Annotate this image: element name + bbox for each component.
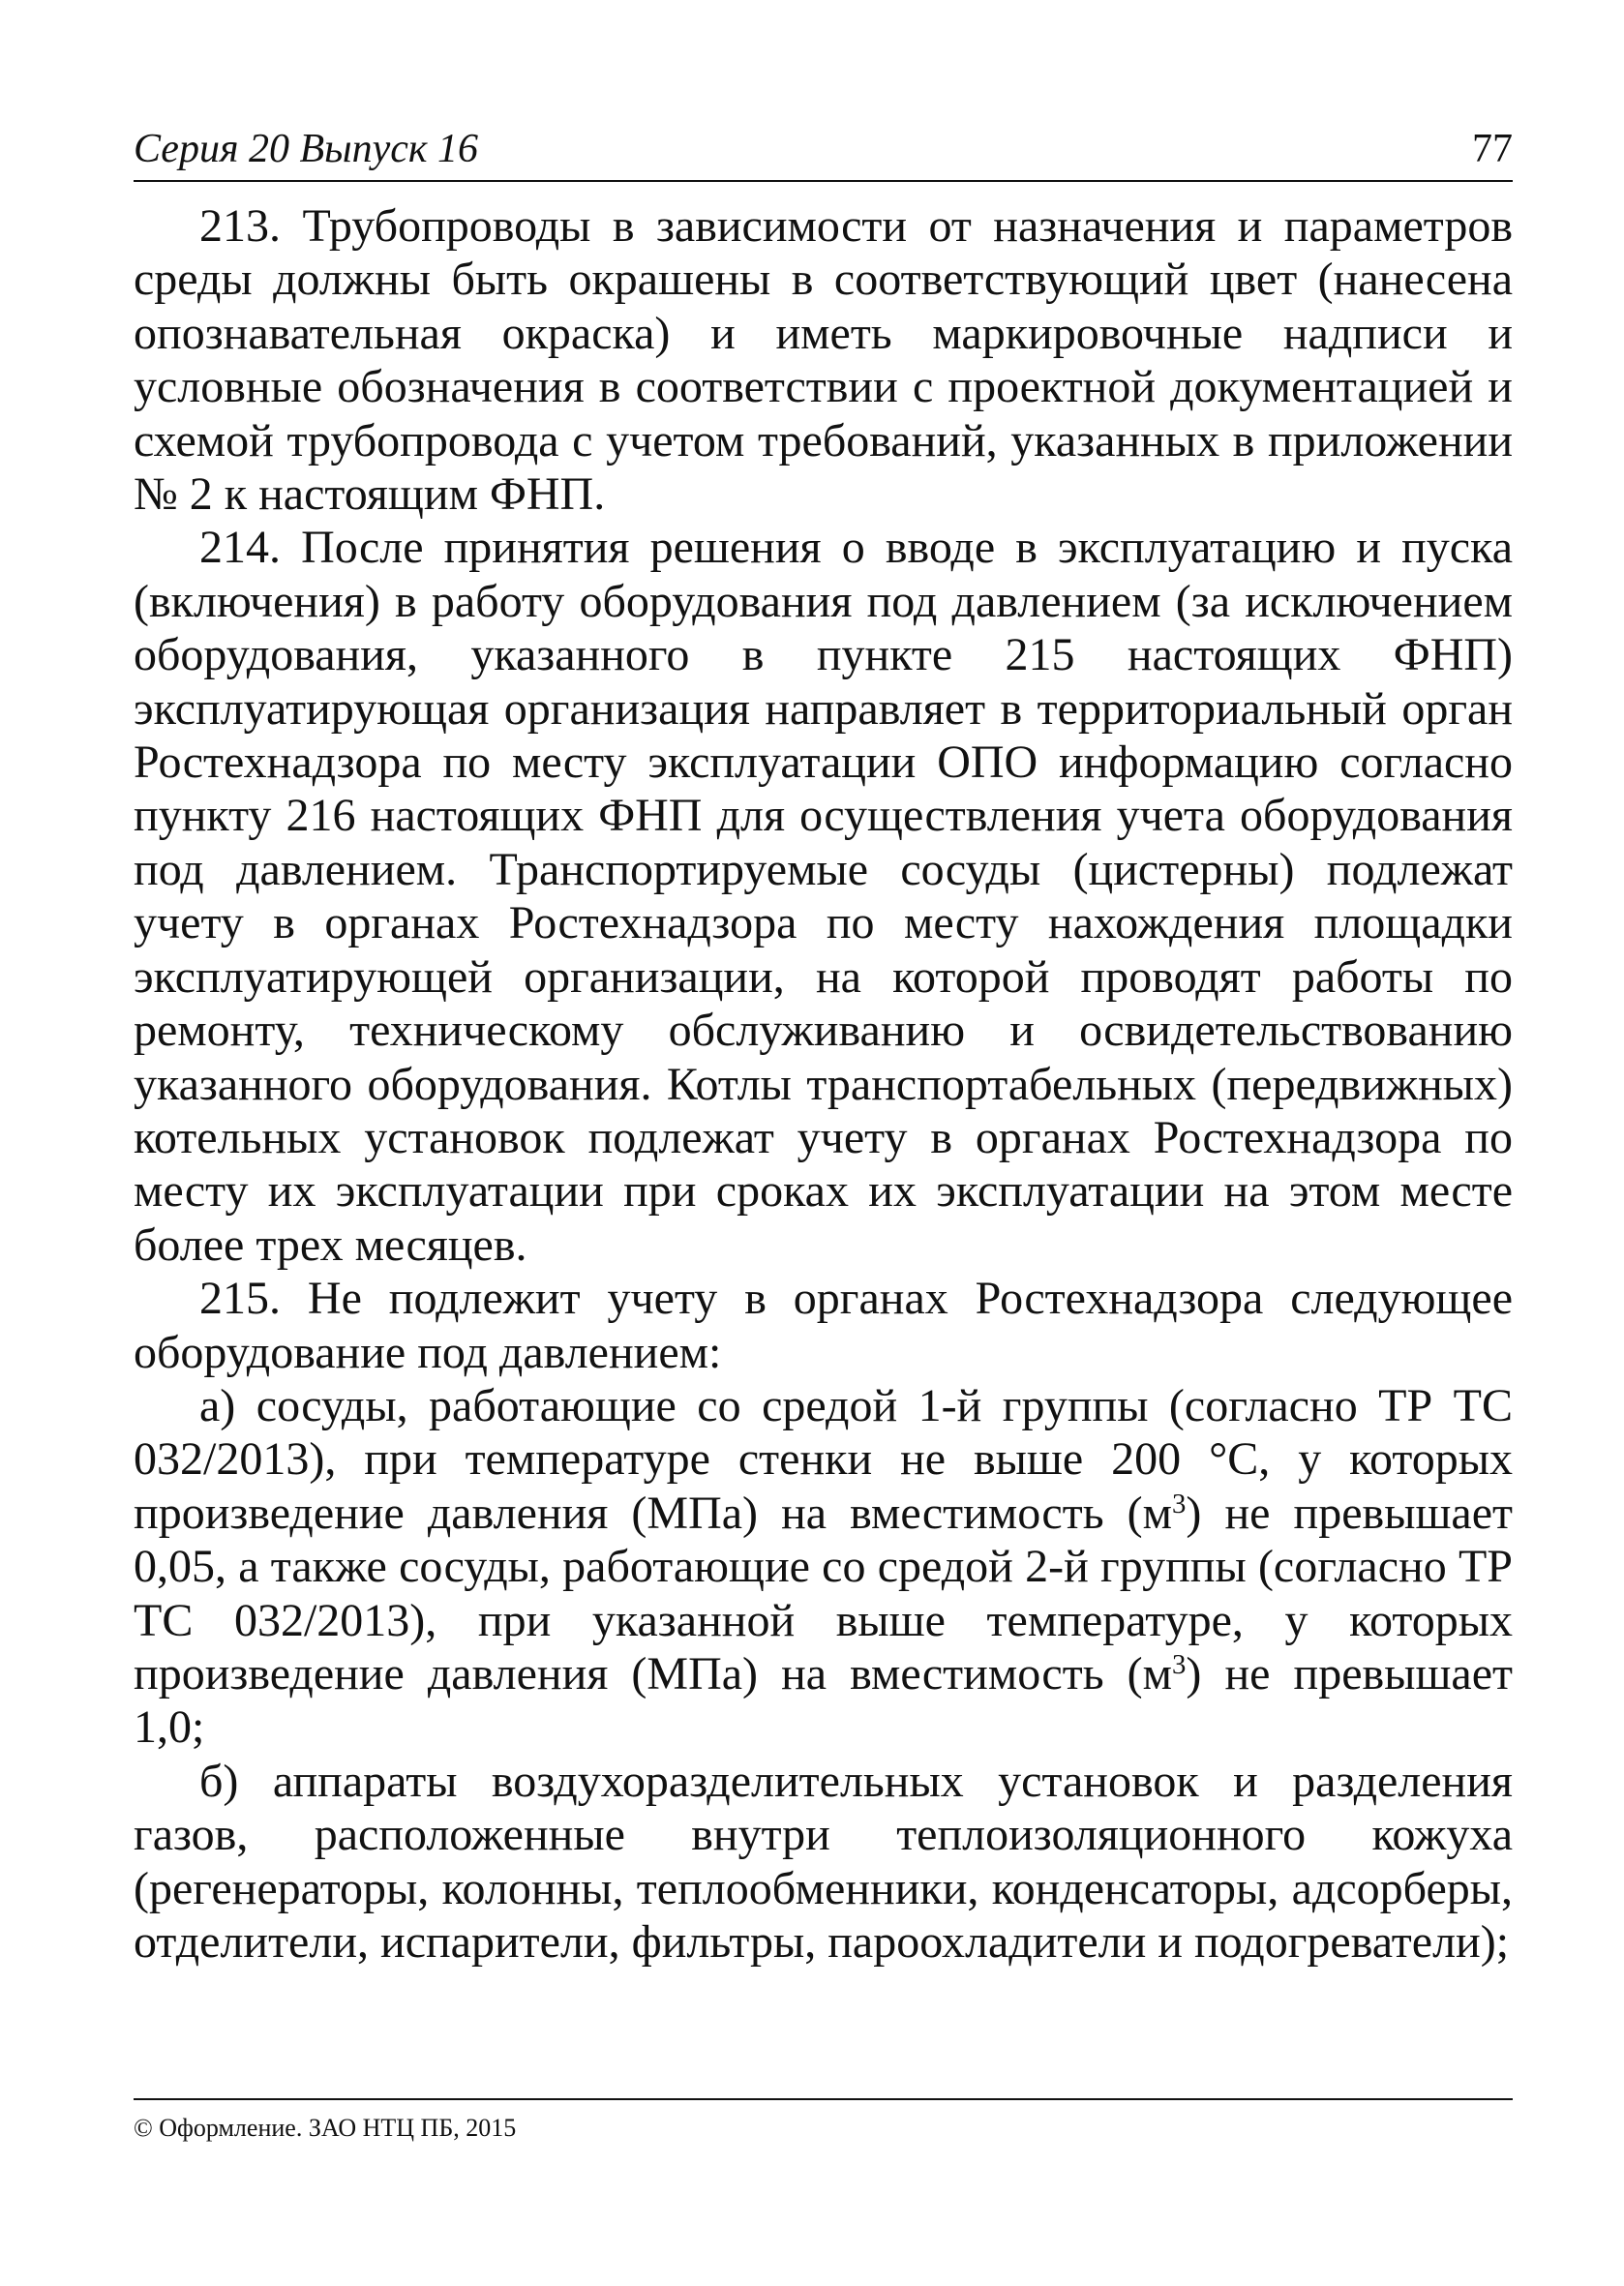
paragraph-215-b: б) аппараты воздухоразделительных установок и разделения газов, расположенные внутри теплоизоляционного кожуха (регенераторы, колонны, теплообменники, конденсаторы, адсорберы, отделители, испарители, фильтры, пароохладители и подогреватели); xyxy=(134,1755,1513,1968)
page-header xyxy=(134,124,1513,182)
paragraph-215: 215. Не подлежит учету в органах Ростехнадзора следующее оборудование под давлением: xyxy=(134,1273,1513,1378)
paragraph-213: 213. Трубопроводы в зависимости от назначения и параметров среды должны быть окрашены в соответствующий цвет (нанесена опознавательная окраска) и иметь маркировочные надписи и условные обозначения в соответствии с проектной документацией и схемой трубопровода с учетом требований, указанных в приложении № 2 к настоящим ФНП. xyxy=(134,200,1513,521)
paragraph-215-a-part2: ) не превышает 0,05, а также сосуды, работающие со средой 2-й группы (согласно ТР ТС 032/2013), при указанной выше температуре, у которых произведение давления (МПа) на вместимость (м xyxy=(134,1487,1513,1699)
body-text xyxy=(134,199,1513,1969)
page-footer xyxy=(134,2098,1513,2143)
paragraph-214: 214. После принятия решения о вводе в эксплуатацию и пуска (включения) в работу оборудования под давлением (за исключением оборудования, указанного в пункте 215 настоящих ФНП) эксплуатирующая организация направляет в территориальный орган Ростехнадзора по месту эксплуатации ОПО информацию согласно пункту 216 настоящих ФНП для осуществления учета оборудования под давлением. Транспортируемые сосуды (цистерны) подлежат учету в органах Ростехнадзора по месту нахождения площадки эксплуатирующей организации, на которой проводят работы по ремонту, техническому обслуживанию и освидетельствованию указанного оборудования. Котлы транспортабельных (передвижных) котельных установок подлежат учету в органах Ростехнадзора по месту их эксплуатации при сроках их эксплуатации на этом месте более трех месяцев. xyxy=(134,522,1513,1271)
paragraph-215-a-part1: а) сосуды, работающие со средой 1-й группы (согласно ТР ТС 032/2013), при температуре стенки не выше 200 °С, у которых произведение давления (МПа) на вместимость (м xyxy=(134,1379,1513,1539)
paragraph-215-a xyxy=(134,1379,1513,1755)
running-title: Серия 20 Выпуск 16 xyxy=(134,127,478,171)
superscript-3: 3 xyxy=(1172,1649,1187,1681)
copyright-notice: © Оформление. ЗАО НТЦ ПБ, 2015 xyxy=(134,2114,517,2142)
superscript-3: 3 xyxy=(1172,1488,1187,1519)
page-number: 77 xyxy=(1472,127,1513,171)
paragraph-215-a-part3: ) не превышает 1,0; xyxy=(134,1647,1513,1754)
